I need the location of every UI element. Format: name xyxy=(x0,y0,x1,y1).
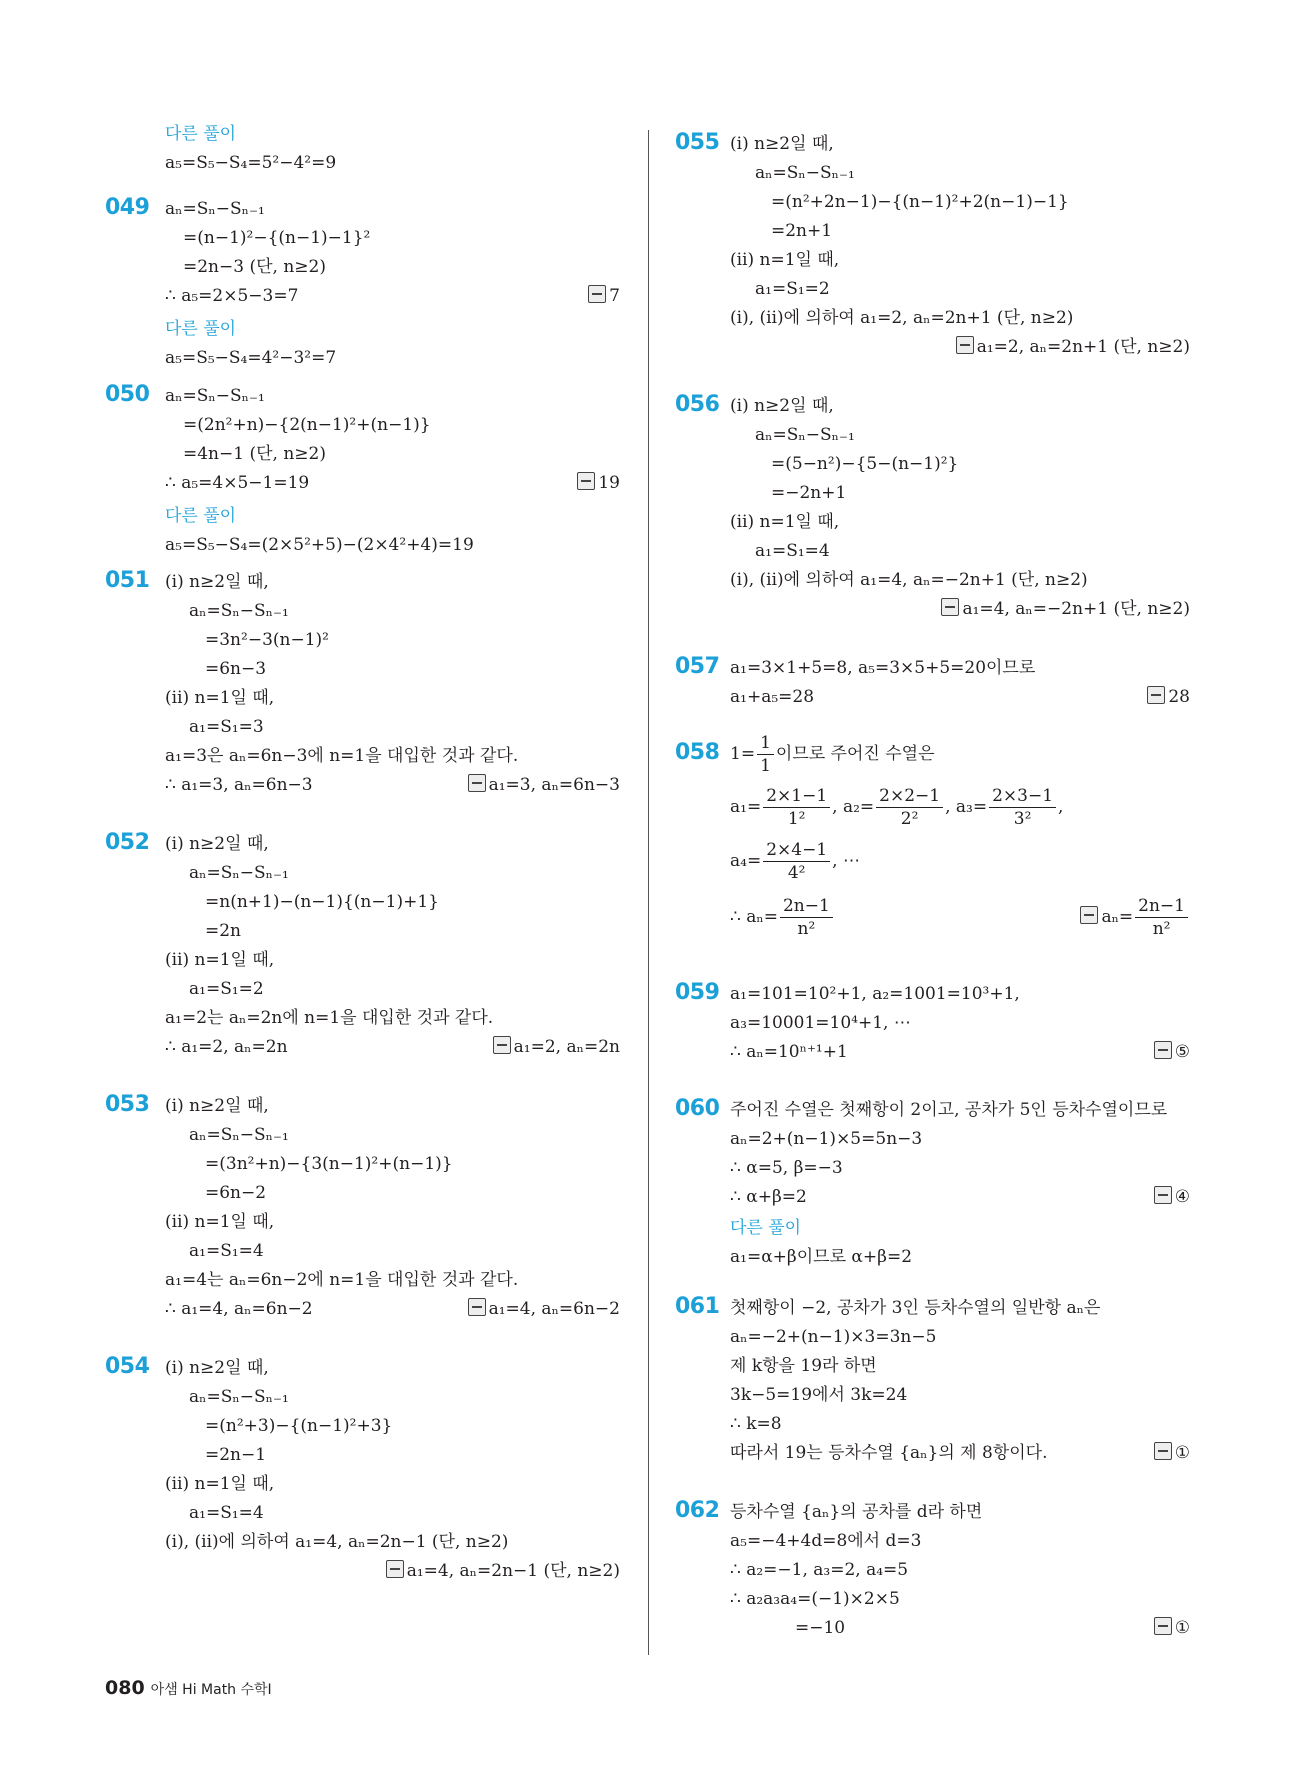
book-title: 아샘 Hi Math 수학Ⅰ xyxy=(150,1682,272,1698)
solution-line: ∴ a₅=4×5−1=19 xyxy=(165,473,310,493)
solution-line: aₙ=Sₙ−Sₙ₋₁ xyxy=(165,199,265,219)
solution-line: aₙ=−2+(n−1)×3=3n−5 xyxy=(730,1327,937,1347)
answer-icon xyxy=(386,1560,404,1578)
solution-line: ∴ α=5, β=−3 xyxy=(730,1158,843,1178)
answer-text: ① xyxy=(1174,1443,1190,1463)
problem-number: 052 xyxy=(105,830,150,855)
solution-line: aₙ=Sₙ−Sₙ₋₁ xyxy=(755,425,855,445)
problem-number: 060 xyxy=(675,1096,720,1121)
answer-text: a₁=4, aₙ=6n−2 xyxy=(488,1299,620,1319)
solution-line: 등차수열 {aₙ}의 공차를 d라 하면 xyxy=(730,1502,983,1522)
solution-line: =−2n+1 xyxy=(771,483,847,503)
answer-icon xyxy=(493,1036,511,1054)
problem-number: 050 xyxy=(105,382,150,407)
solution-line: a₅=S₅−S₄=5²−4²=9 xyxy=(165,153,337,173)
solution-line: =n(n+1)−(n−1){(n−1)+1} xyxy=(205,892,439,912)
problem-number: 053 xyxy=(105,1092,150,1117)
solution-line: ∴ a₂=−1, a₃=2, a₄=5 xyxy=(730,1560,909,1580)
fraction: $\frac{2\times 4-1}{\text{4²}}$ xyxy=(763,839,830,884)
fraction: $\frac{2\times 3-1}{\text{3²}}$ xyxy=(989,785,1056,830)
answer-icon xyxy=(956,336,974,354)
solution-line: (ⅰ) n≥2일 때, xyxy=(165,1358,269,1378)
solution-line: aₙ=Sₙ−Sₙ₋₁ xyxy=(755,163,855,183)
answer xyxy=(1154,1038,1190,1067)
solution-line: =(n²+3)−{(n−1)²+3} xyxy=(205,1416,393,1436)
solution-line: a₅=S₅−S₄=4²−3²=7 xyxy=(165,348,337,368)
solution-line: a₁=S₁=2 xyxy=(189,979,264,999)
answer-text: a₁=2, aₙ=2n xyxy=(513,1037,620,1057)
problem-number: 059 xyxy=(675,980,720,1005)
answer-icon xyxy=(941,598,959,616)
answer xyxy=(956,333,1190,362)
solution-line: ∴ a₂a₃a₄=(−1)×2×5 xyxy=(730,1589,900,1609)
problem-number: 049 xyxy=(105,195,150,220)
solution-line: 주어진 수열은 첫째항이 2이고, 공차가 5인 등차수열이므로 xyxy=(730,1100,1168,1120)
answer xyxy=(577,469,620,498)
answer-icon xyxy=(1154,1617,1172,1635)
solution-line: a₁=S₁=4 xyxy=(189,1241,264,1261)
answer xyxy=(1154,1183,1190,1212)
solution-line: a₁=3×1+5=8, a₅=3×5+5=20이므로 xyxy=(730,658,1036,678)
answer: aₙ= $\frac{2n-1}{\text{n²}}$ xyxy=(1080,892,1190,942)
answer-text: 19 xyxy=(598,473,620,493)
solution-line: ∴ α+β=2 xyxy=(730,1187,807,1207)
solution-line: 첫째항이 −2, 공차가 3인 등차수열의 일반항 aₙ은 xyxy=(730,1298,1101,1318)
fraction: $\frac{2n-1}{\text{n²}}$ xyxy=(780,895,833,940)
alt-solution-label: 다른 풀이 xyxy=(165,124,237,144)
answer-text: 28 xyxy=(1168,687,1190,707)
solution-line: (ⅰ) n≥2일 때, xyxy=(165,834,269,854)
solution-line: a₁+a₅=28 xyxy=(730,687,815,707)
fraction: $\frac{2\times 2-1}{\text{2²}}$ xyxy=(876,785,943,830)
solution-line: (ⅱ) n=1일 때, xyxy=(165,950,275,970)
solution-line: =4n−1 (단, n≥2) xyxy=(183,444,326,464)
page-number: 080 xyxy=(105,1677,145,1699)
solution-line: 따라서 19는 등차수열 {aₙ}의 제 8항이다. xyxy=(730,1443,1048,1463)
problem-number: 055 xyxy=(675,130,720,155)
solution-line: aₙ=Sₙ−Sₙ₋₁ xyxy=(189,1387,289,1407)
answer xyxy=(1147,683,1190,712)
problem-number: 057 xyxy=(675,654,720,679)
answer-text: a₁=3, aₙ=6n−3 xyxy=(488,775,620,795)
problem-number: 062 xyxy=(675,1498,720,1523)
solution-line: =(5−n²)−{5−(n−1)²} xyxy=(771,454,959,474)
solution-line: =2n+1 xyxy=(771,221,833,241)
solution-line: (ⅰ), (ⅱ)에 의하여 a₁=4, aₙ=−2n+1 (단, n≥2) xyxy=(730,570,1088,590)
problem-number: 058 xyxy=(675,740,720,765)
fraction: $\frac{1}{1}$ xyxy=(757,732,774,777)
solution-line: (ⅱ) n=1일 때, xyxy=(165,1474,275,1494)
fraction: $\frac{2\times 1-1}{\text{1²}}$ xyxy=(763,785,830,830)
solution-line: ∴ a₁=2, aₙ=2n xyxy=(165,1037,288,1057)
solution-line: (ⅰ) n≥2일 때, xyxy=(165,1096,269,1116)
solution-line: =−10 xyxy=(795,1618,846,1638)
answer-icon xyxy=(468,1298,486,1316)
solution-line: a₁=S₁=4 xyxy=(755,541,830,561)
solution-line: =2n xyxy=(205,921,242,941)
answer-icon xyxy=(1147,686,1165,704)
answer-icon xyxy=(1154,1442,1172,1460)
solution-line: a₁=α+β이므로 α+β=2 xyxy=(730,1247,913,1267)
solution-line: (ⅱ) n=1일 때, xyxy=(165,688,275,708)
solution-line: (ⅱ) n=1일 때, xyxy=(165,1212,275,1232)
solution-line: (ⅰ), (ⅱ)에 의하여 a₁=2, aₙ=2n+1 (단, n≥2) xyxy=(730,308,1074,328)
solution-line: =2n−3 (단, n≥2) xyxy=(183,257,326,277)
solution-line: =(n²+2n−1)−{(n−1)²+2(n−1)−1} xyxy=(771,192,1069,212)
solution-line: =(3n²+n)−{3(n−1)²+(n−1)} xyxy=(205,1154,453,1174)
answer xyxy=(468,1295,620,1324)
solution-line: aₙ=Sₙ−Sₙ₋₁ xyxy=(189,601,289,621)
answer xyxy=(941,595,1190,624)
problem-number: 061 xyxy=(675,1294,720,1319)
answer-text: a₁=4, aₙ=2n−1 (단, n≥2) xyxy=(406,1561,620,1581)
solution-line: ∴ k=8 xyxy=(730,1414,782,1434)
answer-icon xyxy=(468,774,486,792)
solution-line: (ⅰ) n≥2일 때, xyxy=(730,134,834,154)
solution-line: aₙ=Sₙ−Sₙ₋₁ xyxy=(189,863,289,883)
answer-text: a₁=2, aₙ=2n+1 (단, n≥2) xyxy=(976,337,1190,357)
solution-line: 제 k항을 19라 하면 xyxy=(730,1356,877,1376)
answer-icon xyxy=(588,285,606,303)
solution-line: (ⅰ), (ⅱ)에 의하여 a₁=4, aₙ=2n−1 (단, n≥2) xyxy=(165,1532,509,1552)
solution-line: a₁=2는 aₙ=2n에 n=1을 대입한 것과 같다. xyxy=(165,1008,494,1028)
page-footer xyxy=(105,1677,272,1699)
solution-line: a₁=S₁=3 xyxy=(189,717,264,737)
solution-line: a₄= $\frac{2\times 4-1}{\text{4²}}$ , ⋯ xyxy=(730,840,860,883)
solution-line: aₙ=Sₙ−Sₙ₋₁ xyxy=(165,386,265,406)
alt-solution-label: 다른 풀이 xyxy=(165,506,237,526)
answer-text: ④ xyxy=(1174,1187,1190,1207)
solution-line: =6n−2 xyxy=(205,1183,267,1203)
answer xyxy=(1154,1614,1190,1643)
solution-line: ∴ aₙ= $\frac{2n-1}{\text{n²}}$ xyxy=(730,892,835,942)
answer xyxy=(468,771,620,800)
solution-line: =(2n²+n)−{2(n−1)²+(n−1)} xyxy=(183,415,431,435)
answer xyxy=(386,1557,620,1586)
answer-text: a₁=4, aₙ=−2n+1 (단, n≥2) xyxy=(962,599,1190,619)
solution-line: a₅=S₅−S₄=(2×5²+5)−(2×4²+4)=19 xyxy=(165,535,474,555)
solution-line: a₅=−4+4d=8에서 d=3 xyxy=(730,1531,922,1551)
problem-number: 056 xyxy=(675,392,720,417)
solution-line: a₃=10001=10⁴+1, ⋯ xyxy=(730,1013,911,1033)
answer xyxy=(1154,1439,1190,1468)
solution-line: a₁=4는 aₙ=6n−2에 n=1을 대입한 것과 같다. xyxy=(165,1270,519,1290)
solution-line: a₁=S₁=2 xyxy=(755,279,830,299)
problem-number: 054 xyxy=(105,1354,150,1379)
answer-icon xyxy=(1154,1041,1172,1059)
alt-solution-label: 다른 풀이 xyxy=(730,1218,802,1238)
solution-line: (ⅰ) n≥2일 때, xyxy=(165,572,269,592)
solution-line: 1= $\frac{1}{1}$ 이므로 주어진 수열은 xyxy=(730,733,935,776)
solution-line: (ⅰ) n≥2일 때, xyxy=(730,396,834,416)
solution-line: a₁= $\frac{2\times 1-1}{\text{1²}}$ , a₂= $\frac{2\times 2-1}{\text{2²}}$ , a₃= $\frac{2\times 3-1}{\text{3²}}$ , xyxy=(730,786,1064,829)
solution-line: ∴ a₁=3, aₙ=6n−3 xyxy=(165,775,313,795)
answer xyxy=(588,282,620,311)
column-divider xyxy=(648,130,649,1655)
alt-solution-label: 다른 풀이 xyxy=(165,319,237,339)
answer-icon xyxy=(577,472,595,490)
solution-line: =6n−3 xyxy=(205,659,267,679)
solution-line: ∴ a₁=4, aₙ=6n−2 xyxy=(165,1299,313,1319)
answer-text: ① xyxy=(1174,1618,1190,1638)
problem-number: 051 xyxy=(105,568,150,593)
solution-line: ∴ a₅=2×5−3=7 xyxy=(165,286,299,306)
answer-text: ⑤ xyxy=(1174,1042,1190,1062)
answer-text: 7 xyxy=(609,286,620,306)
solution-line: a₁=S₁=4 xyxy=(189,1503,264,1523)
solution-line: aₙ=2+(n−1)×5=5n−3 xyxy=(730,1129,923,1149)
answer xyxy=(493,1033,620,1062)
solution-line: (ⅱ) n=1일 때, xyxy=(730,250,840,270)
fraction: $\frac{2n-1}{\text{n²}}$ xyxy=(1135,895,1188,940)
solution-line: =2n−1 xyxy=(205,1445,267,1465)
solution-line: 3k−5=19에서 3k=24 xyxy=(730,1385,908,1405)
solution-line: a₁=3은 aₙ=6n−3에 n=1을 대입한 것과 같다. xyxy=(165,746,519,766)
solution-line: ∴ aₙ=10ⁿ⁺¹+1 xyxy=(730,1042,848,1062)
answer-icon xyxy=(1080,906,1098,924)
solution-line: =3n²−3(n−1)² xyxy=(205,630,329,650)
answer-icon xyxy=(1154,1186,1172,1204)
solution-line: (ⅱ) n=1일 때, xyxy=(730,512,840,532)
solution-line: a₁=101=10²+1, a₂=1001=10³+1, xyxy=(730,984,1020,1004)
solution-line: aₙ=Sₙ−Sₙ₋₁ xyxy=(189,1125,289,1145)
solution-line: =(n−1)²−{(n−1)−1}² xyxy=(183,228,371,248)
